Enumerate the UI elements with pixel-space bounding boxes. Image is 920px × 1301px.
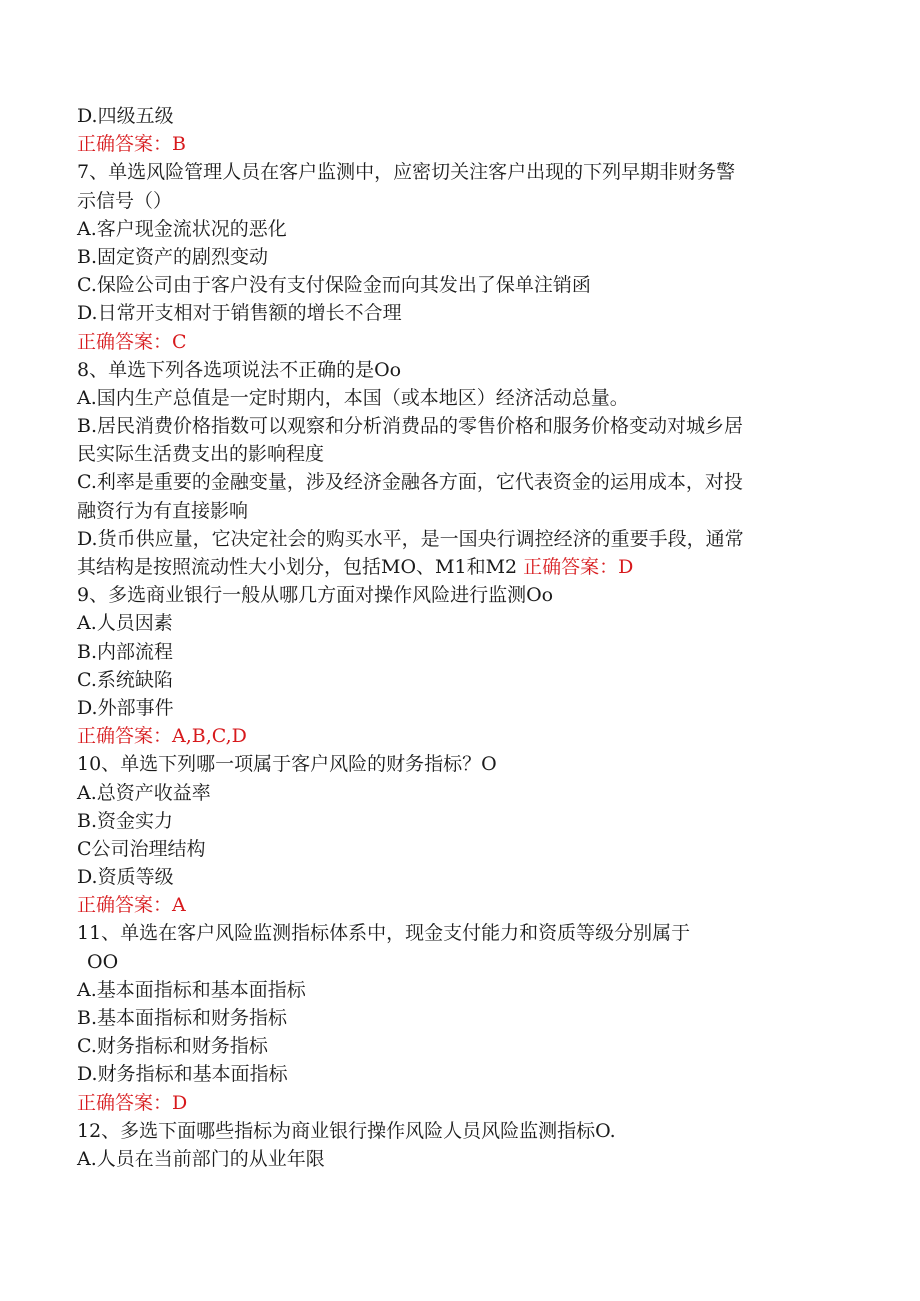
text-line	[77, 1060, 847, 1088]
answer-line	[77, 130, 847, 158]
text-line	[77, 299, 847, 327]
text-line	[77, 158, 847, 186]
line-text: C公司治理结构	[77, 837, 206, 860]
text-line	[77, 976, 847, 1004]
document-page	[77, 102, 847, 1173]
line-text: 12、多选下面哪些指标为商业银行操作风险人员风险监测指标O.	[77, 1119, 616, 1142]
text-line	[77, 1032, 847, 1060]
line-text: 其结构是按照流动性大小划分，包括MO、M1和M2	[77, 556, 524, 578]
answer-line	[77, 891, 847, 919]
correct-answer: 正确答案：D	[523, 556, 634, 578]
line-text: 融资行为有直接影响	[77, 499, 249, 522]
text-line	[77, 835, 847, 863]
text-line	[77, 412, 847, 440]
line-text: C.系统缺陷	[77, 668, 173, 691]
line-text: D.四级五级	[77, 105, 174, 127]
line-text: A.国内生产总值是一定时期内，本国（或本地区）经济活动总量。	[77, 386, 629, 409]
line-text: 7、单选风险管理人员在客户监测中，应密切关注客户出现的下列早期非财务警	[77, 161, 736, 184]
text-line	[77, 609, 847, 637]
line-text: D.资质等级	[77, 866, 174, 889]
text-line	[77, 807, 847, 835]
line-text: B.固定资产的剧烈变动	[77, 245, 269, 268]
answer-line	[77, 1089, 847, 1117]
text-line	[77, 694, 847, 722]
line-text: A.人员在当前部门的从业年限	[77, 1147, 325, 1170]
text-line	[77, 356, 847, 384]
text-line	[77, 581, 847, 609]
text-line	[77, 779, 847, 807]
line-text: D.外部事件	[77, 696, 174, 719]
line-text: D.货币供应量，它决定社会的购买水平，是一国央行调控经济的重要手段，通常	[77, 527, 744, 550]
text-line	[77, 243, 847, 271]
line-text: B.基本面指标和财务指标	[77, 1007, 288, 1029]
text-line	[77, 271, 847, 299]
text-line	[77, 863, 847, 891]
line-text: A.基本面指标和基本面指标	[77, 978, 306, 1001]
correct-answer: 正确答案：A,B,C,D	[77, 725, 247, 748]
line-text: B.内部流程	[77, 640, 174, 663]
text-line	[77, 102, 847, 130]
line-text: 民实际生活费支出的影响程度	[77, 443, 325, 466]
text-line	[77, 1004, 847, 1032]
line-text: C.保险公司由于客户没有支付保险金而向其发出了保单注销函	[77, 274, 591, 297]
text-line	[77, 919, 847, 947]
line-text: C.财务指标和财务指标	[77, 1035, 268, 1058]
correct-answer: 正确答案：C	[77, 330, 187, 353]
text-line	[77, 384, 847, 412]
line-text: 示信号（）	[77, 189, 173, 212]
text-line	[77, 553, 847, 581]
answer-line	[77, 722, 847, 750]
text-line	[77, 1117, 847, 1145]
line-text: D.日常开支相对于销售额的增长不合理	[77, 302, 402, 325]
line-text: B.居民消费价格指数可以观察和分析消费品的零售价格和服务价格变动对城乡居	[77, 415, 744, 438]
line-text: 11、单选在客户风险监测指标体系中，现金支付能力和资质等级分别属于	[77, 922, 691, 945]
text-line	[77, 666, 847, 694]
line-text: C.利率是重要的金融变量，涉及经济金融各方面，它代表资金的运用成本，对投	[77, 471, 743, 494]
text-line	[77, 525, 847, 553]
line-text: D.财务指标和基本面指标	[77, 1063, 288, 1086]
text-line	[77, 638, 847, 666]
line-text: OO	[87, 950, 119, 973]
answer-line	[77, 328, 847, 356]
line-text: A.总资产收益率	[77, 781, 211, 804]
line-text: 10、单选下列哪一项属于客户风险的财务指标？O	[77, 753, 497, 776]
text-line	[77, 497, 847, 525]
correct-answer: 正确答案：D	[77, 1091, 188, 1114]
correct-answer: 正确答案：B	[77, 133, 186, 156]
line-text: A.人员因素	[77, 612, 173, 635]
text-line	[77, 948, 847, 976]
text-line	[77, 215, 847, 243]
text-line	[77, 750, 847, 778]
text-line	[77, 187, 847, 215]
line-text: 9、多选商业银行一般从哪几方面对操作风险进行监测Oo	[77, 584, 554, 607]
line-text: A.客户现金流状况的恶化	[77, 217, 287, 240]
line-text: 8、单选下列各选项说法不正确的是Oo	[77, 358, 402, 381]
text-line	[77, 1145, 847, 1173]
text-line	[77, 468, 847, 496]
text-line	[77, 440, 847, 468]
correct-answer: 正确答案：A	[77, 894, 186, 917]
line-text: B.资金实力	[77, 809, 174, 832]
